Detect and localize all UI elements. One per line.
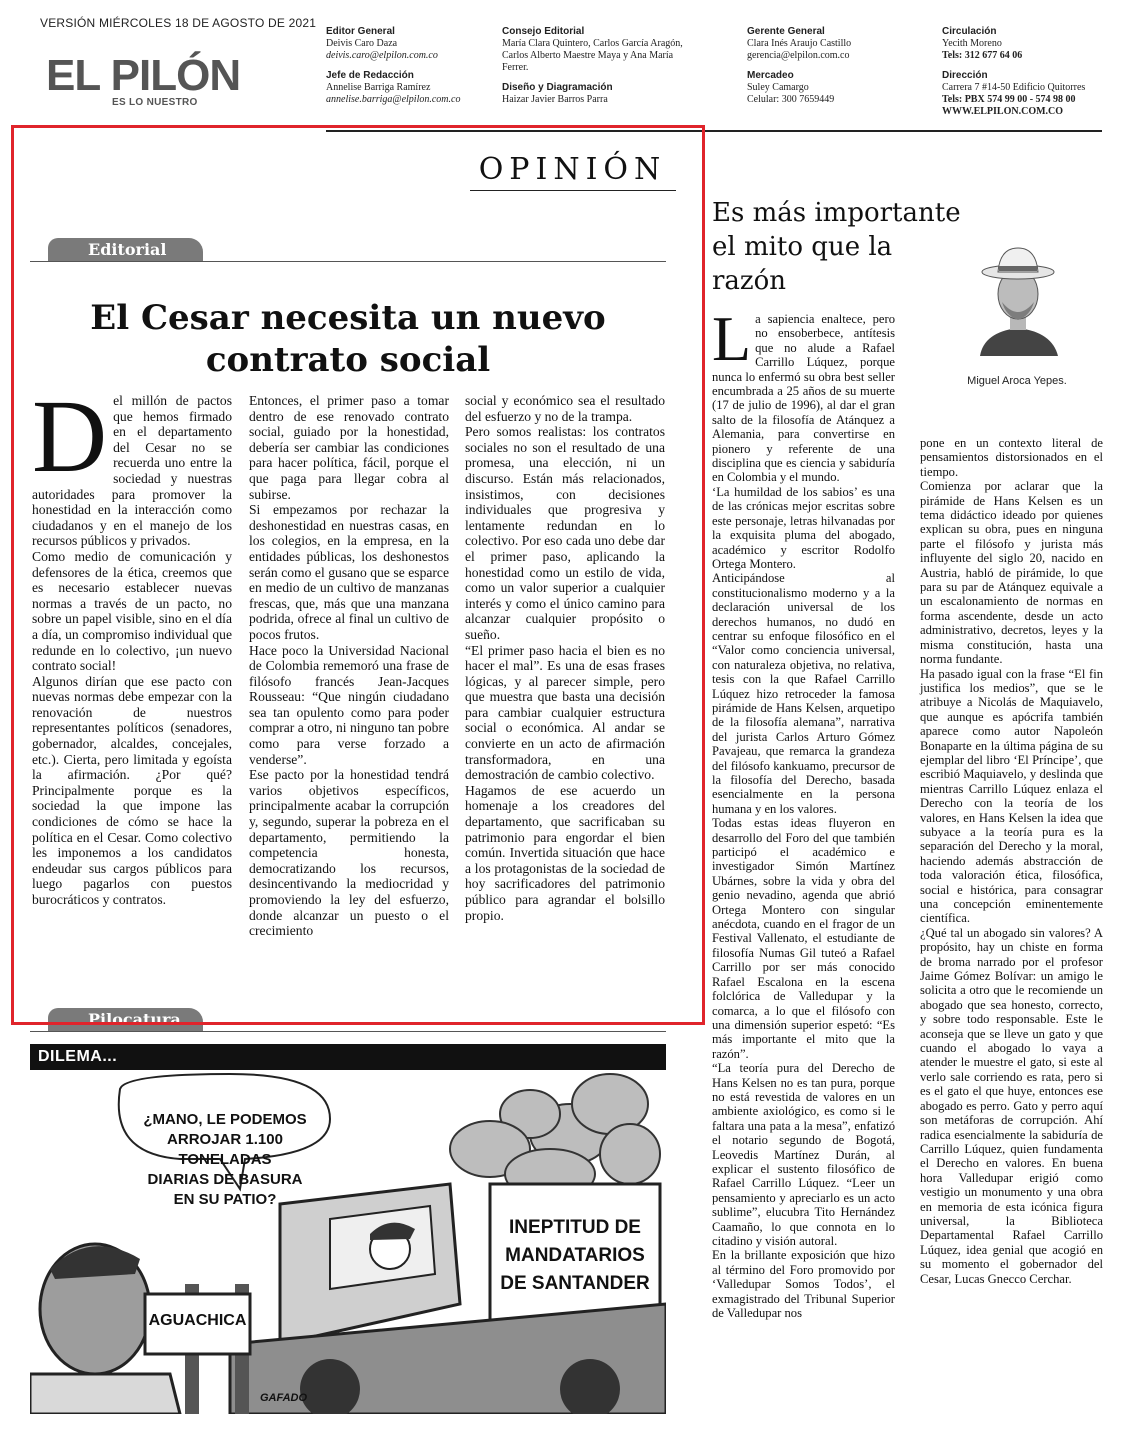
- opinion-column-1: [712, 303, 895, 1321]
- paragraph: Si empezamos por rechazar la deshonestidad en nuestras casas, en los colegios, en la empresa, en la entidades públicas, los deshonestos serán como el gusano que se esparce en medio de un cultivo de manzanas frescas, que, más que una manzana podrida, ofrece al final un cultivo de pocos frutos.: [249, 502, 449, 642]
- staff-email: deivis.caro@elpilon.com.co: [326, 50, 438, 61]
- staff-name: Yecith Moreno: [942, 38, 1002, 49]
- section-title: OPINIÓN: [478, 152, 667, 187]
- truck-text-line: DE SANTANDER: [500, 1273, 650, 1294]
- staff-name: Clara Inés Araujo Castillo: [747, 38, 852, 49]
- staff-title: Consejo Editorial: [502, 26, 585, 37]
- author-name: Miguel Aroca Yepes.: [967, 375, 1067, 387]
- address: Carrera 7 #14-50 Edificio Quitorres: [942, 82, 1086, 93]
- headline-line: El Cesar necesita un nuevo: [90, 298, 606, 338]
- paragraph: Algunos dirían que ese pacto con nuevas normas debe empezar con la renovación de nuestros representantes políticos (senadores, gobernador, alcaldes, concejales, etc.). Cierta, pero limitada y egoísta la afirmación. ¿Por qué? Principalmente porque es la sociedad la que impone las condiciones de cómo se hace la política en el Cesar. Como colectivo les imponemos a los candidatos endeudar sus cargos públicos para luego pagarlos con puestos burocráticos y contratos.: [32, 673, 232, 907]
- editorial-tab: Editorial: [48, 238, 203, 262]
- paragraph: pone en un contexto literal de pensamientos distorsionados en el tiempo.: [920, 436, 1103, 479]
- truck-text: [490, 1214, 660, 1298]
- highlight-box: [11, 125, 705, 1025]
- opinion-headline: [712, 196, 972, 298]
- masthead-column-council: [502, 26, 722, 106]
- edition-date: VERSIÓN MIÉRCOLES 18 DE AGOSTO DE 2021: [40, 16, 317, 30]
- pilocatura-tab-rule: [30, 1031, 666, 1032]
- paragraph: Pero somos realistas: los contratos sociales no son el resultado de una promesa, una elección, ni un discurso. Están más relacionados, insistimos, con decisiones individuales que progresiva y lentamente redundan en lo colectivo. Por eso cada uno debe dar el primer paso, aplicando la honestidad como un estilo de vida, como un valor superior a cualquier interés y como el único camino para alcanzar cualquier propósito o sueño.: [465, 424, 665, 642]
- staff-title: Editor General: [326, 26, 395, 37]
- newspaper-logo: EL PILÓN: [46, 51, 241, 100]
- pilocatura-tab: Pilocatura: [48, 1008, 203, 1032]
- cartoon-title-bar: [30, 1044, 666, 1070]
- masthead-column-management: [747, 26, 917, 106]
- cartoon-panel: [30, 1044, 666, 1414]
- paragraph: Ese pacto por la honestidad tendrá varios objetivos específicos, principalmente acabar la corrupción y, segundo, superar la pobreza en el departamento, permitiendo la competencia honesta, democratizando los recursos, desincentivando la mediocridad y promoviendo la ley del esfuerzo, donde alcanzar un puesto o el crecimiento: [249, 767, 449, 939]
- headline-line: contrato social: [205, 340, 491, 380]
- staff-email: gerencia@elpilon.com.co: [747, 50, 850, 61]
- speech-text: [120, 1110, 330, 1210]
- masthead-column-editors: [326, 26, 491, 106]
- truck-text-line: MANDATARIOS: [505, 1245, 645, 1266]
- staff-name: Suley Camargo: [747, 82, 809, 93]
- paragraph: Como medio de comunicación y defensores de la ética, creemos que es necesario establecer nuevas normas a través de un pacto, no sobre un papel visible, sino en el día a día, un compromiso individual que redunde en lo colectivo, ¡un nuevo contrato social!: [32, 548, 232, 674]
- paragraph: Anticipándose al constitucionalismo moderno y a la declaración universal de los derechos humanos, no dudó en centrar su enfoque filosófico en el “Valor como conciencia universal, con naturaleza objetiva, no relativa, tesis con la que Rafael Carrillo Lúquez hizo retroceder la famosa pirámide de Hans Kelsen, arquetipo de la filosofía alemana”, narrativa del jurista Carlos Arturo Gómez Pavajeau, que remarca la grandeza del filósofo kankuamo, precursor de la filosofía del Derecho, basada esencialmente en la persona humana y en los valores.: [712, 571, 895, 816]
- staff-title: Dirección: [942, 70, 988, 81]
- masthead-column-circulation: [942, 26, 1112, 118]
- staff-email: annelise.barriga@elpilon.com.co: [326, 94, 461, 105]
- speech-line: DIARIAS DE BASURA: [147, 1171, 303, 1188]
- cartoonist-signature: GAFADO: [260, 1392, 308, 1404]
- drop-cap: L: [712, 303, 752, 374]
- staff-title: Jefe de Redacción: [326, 70, 414, 81]
- paragraph: En la brillante exposición que hizo al término del Foro promovido por ‘Valledupar Somos Todos’, el exmagistrado del Tribunal Superior de Valledupar nos: [712, 1248, 895, 1321]
- cartoon-title: DILEMA...: [38, 1048, 118, 1065]
- smoke-cloud: [450, 1074, 660, 1199]
- staff-title: Circulación: [942, 26, 997, 37]
- staff-title: Diseño y Diagramación: [502, 82, 613, 93]
- staff-name: Carlos Alberto Maestre Maya y Ana María: [502, 50, 674, 61]
- paragraph: el millón de pactos que hemos firmado en el departamento del Cesar no se recuerda uno entre la sociedad y nuestras autoridades para promover la honestidad en la interacción como ciudadanos y en el manejo de los recursos públicos y privados.: [32, 393, 232, 549]
- paragraph: Entonces, el primer paso a tomar dentro de ese renovado contrato social, guiado por la honestidad, debería ser cambiar las condiciones para hacer política, fácil, porque el que paga para llegar cobra al subirse.: [249, 393, 449, 502]
- staff-title: Gerente General: [747, 26, 825, 37]
- paragraph: Hace poco la Universidad Nacional de Colombia rememoró una frase de filósofo francés Jean-Jacques Rousseau: “Que ningún ciudadano sea tan opulento como para poder comprar a otro, ni ninguno tan pobre como para verse forzado a venderse”.: [249, 642, 449, 767]
- truck-text-line: INEPTITUD DE: [509, 1217, 641, 1238]
- phone: Tels: PBX 574 99 00 - 574 98 00: [942, 94, 1076, 105]
- paragraph: Comienza por aclarar que la pirámide de Hans Kelsen es un tema didáctico ideado por quienes explican su obra, pues en ninguna parte el filósofo y jurista más influyente del siglo 20, nacido en Austria, habló de pirámide, lo que para su par de Atánquez equivale a un escalonamiento de normas en forma ascendente, desde un acto administrativo, decretos, leyes y la misma constitución, hasta una norma fundante.: [920, 479, 1103, 667]
- staff-name: Haizar Javier Barros Parra: [502, 94, 608, 105]
- speech-line: EN SU PATIO?: [173, 1191, 277, 1208]
- website-link[interactable]: WWW.ELPILON.COM.CO: [942, 106, 1064, 117]
- staff-title: Mercadeo: [747, 70, 794, 81]
- author-photo: [966, 236, 1070, 356]
- paragraph: ‘La humildad de los sabios’ es una de las crónicas mejor escritas sobre este personaje, letras hilvanadas por la exquisita pluma del abogado, académico y escritor Rodolfo Ortega Montero.: [712, 484, 895, 571]
- paragraph: “La teoría pura del Derecho de Hans Kelsen no es tan pura, porque no está revestida de valores en un ambiente axiológico, es como si le faltara una pata a la mesa”, enfatizó el notario segundo de Bogotá, Leovedis Martínez Durán, al explicar el sustento filosófico de Rafael Carrillo Lúquez. “Leer un pensamiento y apreciarlo es un acto sublime”, elucubra Tito Hernández Caamaño, lo que connota en lo citadino y visión autoral.: [712, 1061, 895, 1248]
- speech-line: ARROJAR 1.100 TONELADAS: [167, 1131, 283, 1168]
- paragraph: Ha pasado igual con la frase “El fin justifica los medios”, que se le atribuye a Nicolás de Maquiavelo, que aunque es apócrifa también aparece como autor Napoleón Bonaparte en la última página de su ejemplar del libro ‘El Príncipe’, que escribió Maquiavelo, y deslinda que mientras Carrillo Lúquez enlaza el Derecho con la teoría de los valores, en Hans Kelsen la idea que subyace a la teoría pura es la separación del Derecho y la moral, haciendo además abstracción de toda valoración ética, filosófica, social e histórica, para consagrar una concepción eminentemente científica.: [920, 666, 1103, 926]
- staff-name: Deivis Caro Daza: [326, 38, 398, 49]
- paragraph: a sapiencia enaltece, pero no ensoberbece, antítesis que no alude a Rafael Carrillo Lúquez, porque nunca lo enfermó su obra best seller encumbrada a 25 años de su muerte (17 de julio de 1996), al dar el gran salto de la filosofía de Atánquez a Alemania, para convertirse en pionero y referente de una disciplina que es ciencia y sabiduría en Colombia y el mundo.: [712, 312, 895, 485]
- paragraph: Hagamos de ese acuerdo un homenaje a los creadores del departamento, que sacrificaban su patrimonio para engordar el bien común. Invertida situación que hace a los protagonistas de la sociedad de hoy sacrificadores del patrimonio público para agrandar el bolsillo propio.: [465, 782, 665, 923]
- paragraph: Todas estas ideas fluyeron en desarrollo del Foro del que también participó el académico e investigador Simón Martínez Ubárnes, sobre la vida y obra del genio nevadino, agenda que abrió Ortega Montero con singular anécdota, cuando en el fragor de un Festival Vallenato, el estudiante de filosofía Numas Gil tuteó a Rafael Carrillo por ser más conocido Rafael Escalona en la escena folclórica de Valledupar y la comarca, a lo que el filósofo con una dimensión superior espetó: “Es más importante el mito que la razón”.: [712, 816, 895, 1061]
- sign-text: AGUACHICA: [148, 1312, 247, 1329]
- staff-name: Ferrer.: [502, 62, 529, 73]
- staff-name: Annelise Barriga Ramírez: [326, 82, 431, 93]
- headline-line: razón: [712, 266, 787, 296]
- staff-name: María Clara Quintero, Carlos García Aragón,: [502, 38, 683, 49]
- newspaper-slogan: ES LO NUESTRO: [112, 97, 198, 108]
- speech-line: ¿MANO, LE PODEMOS: [143, 1111, 307, 1128]
- drop-cap: D: [32, 379, 108, 494]
- headline-line: el mito que la: [712, 232, 893, 262]
- paragraph: “El primer paso hacia el bien es no hacer el mal”. Es una de esas frases lógicas, y al parecer simple, pero que muestra que basta una decisión para cambiar cualquier estructura social o económica. Al andar se convierte en un acto de afirmación transformadora, en una demostración de cambio colectivo.: [465, 642, 665, 783]
- paragraph: ¿Qué tal un abogado sin valores? A propósito, hay un chiste en forma de broma narrado por el profesor Jaime Gómez Bolívar: un amigo le solicita a otro que le recomiende un abogado que sea honesto, correcto, y sobre todo responsable. Este le aconseja que se lleve un gato y que cuando el abogado lo vaya a atender le muestre el gato, si este al verlo sale corriendo es rata, pero si es el gato el que huye, entonces ese abogado es perro. Gato y perro aquí son metáforas de corrupción. Ahí radica esencialmente la sabiduría de Carrillo Lúquez, quien fundamenta el Derecho en valores. En buena hora Valledupar erigió como vestigio un monumento y una obra en memoria de esta icónica figura universal, la Biblioteca Departamental Rafael Carrillo Lúquez, idea genial que acogió en su momento el gobernador del Cesar, Lucas Gnecco Cerchar.: [920, 925, 1103, 1286]
- staff-phone: Celular: 300 7659449: [747, 94, 835, 105]
- staff-phone: Tels: 312 677 64 06: [942, 50, 1023, 61]
- headline-line: Es más importante: [712, 198, 961, 228]
- opinion-column-2: [920, 436, 1103, 1286]
- paragraph: social y económico sea el resultado del esfuerzo y no de la trampa.: [465, 393, 665, 424]
